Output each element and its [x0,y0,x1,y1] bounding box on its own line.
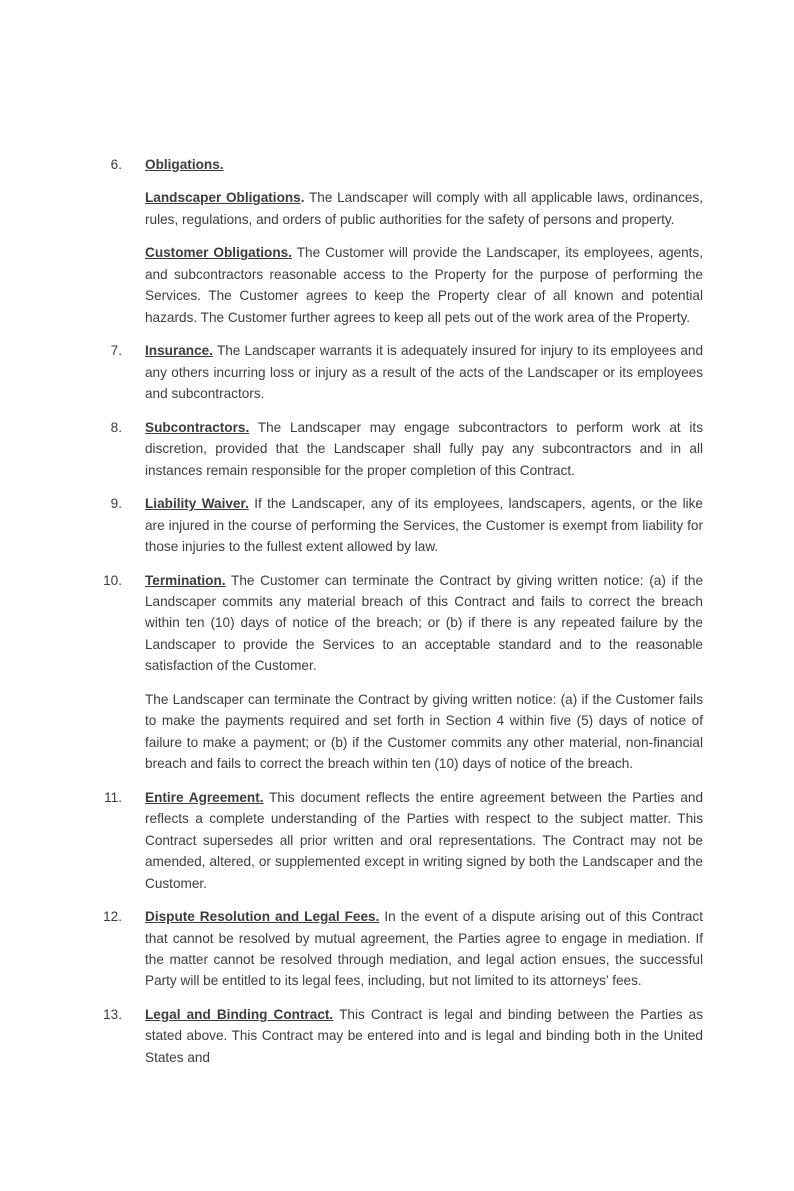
contract-clause [68,570,703,775]
clause-number: 9. [110,496,122,512]
clause-heading: Obligations. [145,157,224,172]
clause-body [145,493,703,557]
clause-body [145,417,703,481]
contract-clause [68,1004,703,1068]
clause-paragraph [145,493,703,557]
clause-text: If the Landscaper, any of its employees, landscapers, agents, or the like are injured in the course of performing the Services, the Customer is exempt from liability for those injuries to the fullest extent allowed by law. [145,496,703,555]
clause-body [145,340,703,404]
clause-body [145,906,703,992]
clause-number: 7. [110,343,122,359]
clause-paragraph [145,154,703,175]
clause-heading: Landscaper Obligations [145,190,301,206]
clause-number: 8. [110,419,122,435]
clause-text: The Customer will provide the Landscaper, its employees, agents, and subcontractors reasonable access to the Property for the purpose of performing the Services. The Customer agrees to keep the Property clear of all known and potential hazards. The Customer further agrees to keep all pets out of the work area of the Property. [145,245,703,325]
contract-clause [68,493,703,557]
clause-heading: Liability Waiver. [145,496,249,512]
clause-paragraph [145,1004,703,1068]
clause-heading: Customer Obligations. [145,245,292,261]
clause-body [145,154,703,328]
contract-clause [68,417,703,481]
clause-paragraph [145,906,703,992]
contract-clause-list [68,154,703,1068]
clause-heading: Legal and Binding Contract. [145,1006,334,1022]
clause-body [145,1004,703,1068]
clause-body [145,570,703,775]
clause-body [145,787,703,894]
clause-heading: Entire Agreement. [145,789,264,805]
clause-text: The Landscaper will comply with all applicable laws, ordinances, rules, regulations, and orders of public authorities for the safety of persons and property. [145,190,704,227]
clause-text: The Landscaper warrants it is adequately insured for injury to its employees and any others incurring loss or injury as a result of the acts of the Landscaper or its employees and subcontractors. [145,343,704,402]
contract-clause [68,906,703,992]
clause-number: 11. [104,789,122,805]
clause-paragraph [145,187,703,230]
clause-text: This Contract is legal and binding between the Parties as stated above. This Contract may be entered into and is legal and binding both in the United States and [145,1006,703,1065]
clause-text: The Customer can terminate the Contract by giving written notice: (a) if the Landscaper commits any material breach of this Contract and fails to correct the breach within ten (10) days of notice of the breach; or (b) if there is any repeated failure by the Landscaper to provide the Services to an acceptable standard and to the reasonable satisfaction of the Customer. [145,572,704,674]
clause-paragraph [145,787,703,894]
clause-paragraph [145,417,703,481]
clause-number: 13. [103,1006,122,1022]
clause-paragraph [145,689,703,775]
clause-number: 6. [110,157,122,172]
clause-text: This document reflects the entire agreement between the Parties and reflects a complete understanding of the Parties with respect to the subject matter. This Contract supersedes all prior written and oral representations. The Contract may not be amended, altered, or supplemented except in writing signed by both the Landscaper and the Customer. [145,789,704,891]
clause-text: In the event of a dispute arising out of this Contract that cannot be resolved by mutual agreement, the Parties agree to engage in mediation. If the matter cannot be resolved through mediation, and legal action ensues, the successful Party will be entitled to its legal fees, including, but not limited to its attorneys’ fees. [145,909,704,989]
clause-text: The Landscaper may engage subcontractors to perform work at its discretion, provided that the Landscaper shall fully pay any subcontractors and in all instances remain responsible for the proper completion of this Contract. [145,419,703,478]
clause-heading: Termination. [145,572,226,588]
clause-heading: Dispute Resolution and Legal Fees. [145,909,380,925]
clause-paragraph [145,242,703,328]
clause-paragraph [145,570,703,677]
clause-number: 12. [103,909,122,925]
clause-heading: Subcontractors. [145,419,250,435]
contract-clause [68,787,703,894]
clause-paragraph [145,340,703,404]
contract-clause [68,340,703,404]
contract-clause [68,154,703,328]
clause-text: The Landscaper can terminate the Contract by giving written notice: (a) if the Customer fails to make the payments required and set forth in Section 4 within five (5) days of notice of failure to make a payment; or (b) if the Customer commits any other material, non-financial breach and fails to correct the breach within ten (10) days of notice of the breach. [145,691,703,772]
clause-heading-separator: . [300,190,305,206]
clause-number: 10. [103,572,122,588]
clause-heading: Insurance. [145,343,213,359]
